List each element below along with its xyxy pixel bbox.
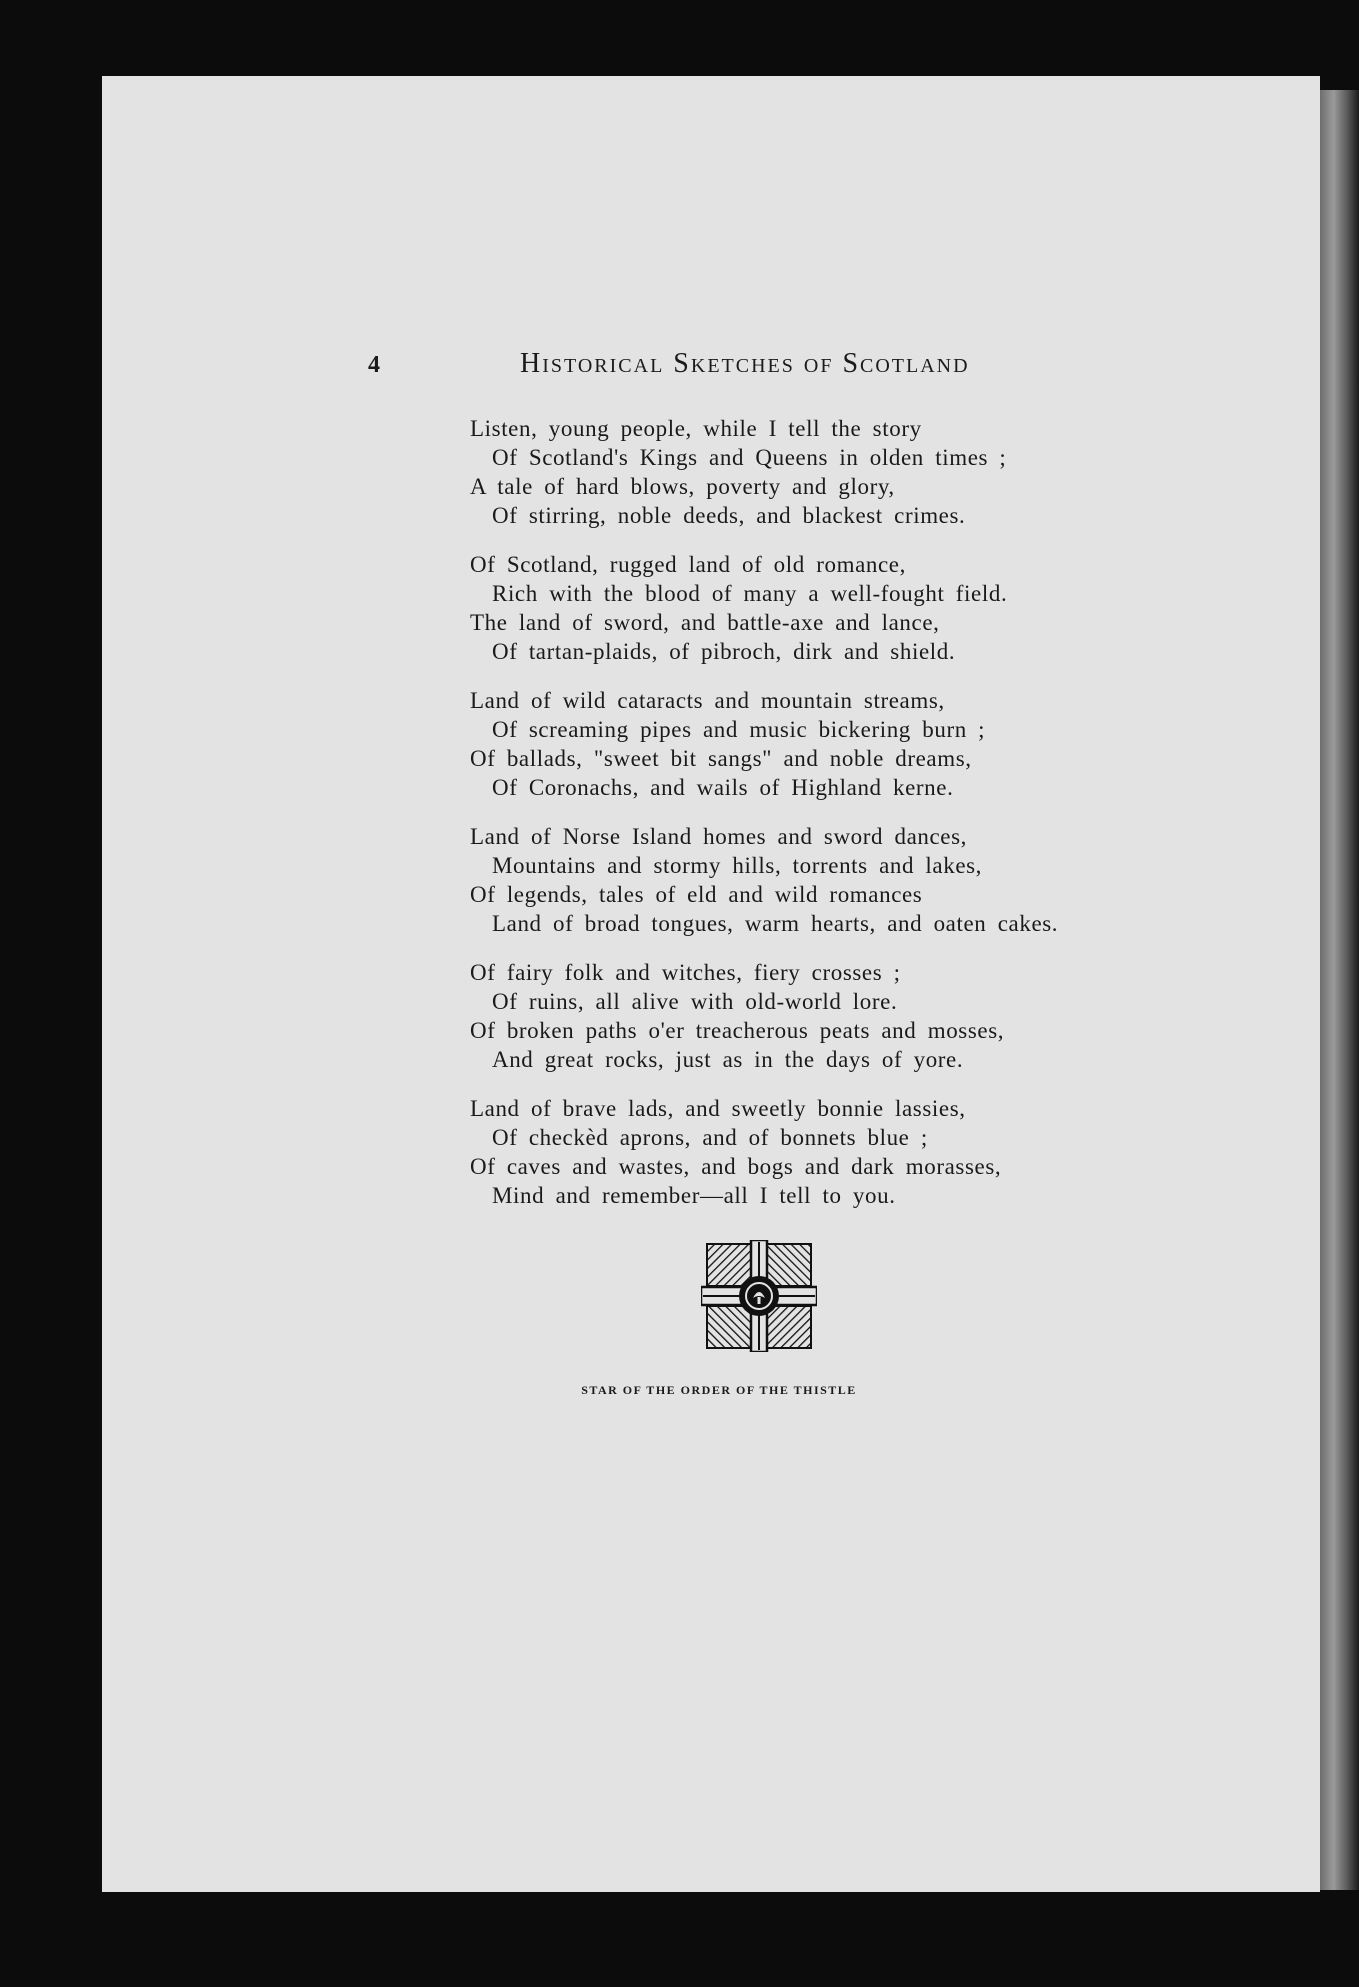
poem-line: Rich with the blood of many a well-fought field. (492, 581, 1008, 606)
thistle-star-icon (701, 1240, 817, 1352)
poem-line: Land of Norse Island homes and sword dances, (470, 824, 968, 849)
poem-line: Of legends, tales of eld and wild romances (470, 882, 923, 907)
poem-line: A tale of hard blows, poverty and glory, (470, 474, 895, 499)
poem-line: Of Scotland's Kings and Queens in olden times ; (492, 445, 1007, 470)
poem-line: The land of sword, and battle-axe and lance, (470, 610, 940, 635)
stanza (470, 958, 1250, 1074)
poem-line: Land of brave lads, and sweetly bonnie lassies, (470, 1096, 966, 1121)
poem-line: Of ballads, "sweet bit sangs" and noble dreams, (470, 746, 972, 771)
page-header (102, 348, 1320, 388)
book-gutter (1320, 90, 1359, 1890)
poem-line: Of screaming pipes and music bickering burn ; (492, 717, 986, 742)
running-title: Historical Sketches of Scotland (520, 348, 970, 379)
poem-line: Of broken paths o'er treacherous peats and mosses, (470, 1018, 1005, 1043)
poem (470, 414, 1250, 1230)
poem-line: Of stirring, noble deeds, and blackest crimes. (492, 503, 966, 528)
poem-line: Of caves and wastes, and bogs and dark morasses, (470, 1154, 1002, 1179)
poem-line: Of tartan-plaids, of pibroch, dirk and shield. (492, 639, 956, 664)
stanza (470, 1094, 1250, 1210)
ornament-caption: STAR OF THE ORDER OF THE THISTLE (581, 1383, 857, 1397)
stanza (470, 414, 1250, 530)
poem-line: Of checkèd aprons, and of bonnets blue ; (492, 1125, 928, 1150)
stanza (470, 550, 1250, 666)
poem-line: Of Scotland, rugged land of old romance, (470, 552, 906, 577)
page-number: 4 (368, 352, 380, 378)
stanza (470, 822, 1250, 938)
poem-line: And great rocks, just as in the days of yore. (492, 1047, 964, 1072)
poem-line: Land of broad tongues, warm hearts, and oaten cakes. (492, 911, 1059, 936)
poem-line: Of fairy folk and witches, fiery crosses ; (470, 960, 901, 985)
poem-line: Of ruins, all alive with old-world lore. (492, 989, 898, 1014)
poem-line: Mind and remember—all I tell to you. (492, 1183, 896, 1208)
poem-line: Land of wild cataracts and mountain streams, (470, 688, 945, 713)
poem-line: Mountains and stormy hills, torrents and lakes, (492, 853, 983, 878)
stanza (470, 686, 1250, 802)
poem-line: Listen, young people, while I tell the story (470, 416, 922, 441)
poem-line: Of Coronachs, and wails of Highland kerne. (492, 775, 954, 800)
book-page (102, 76, 1320, 1892)
